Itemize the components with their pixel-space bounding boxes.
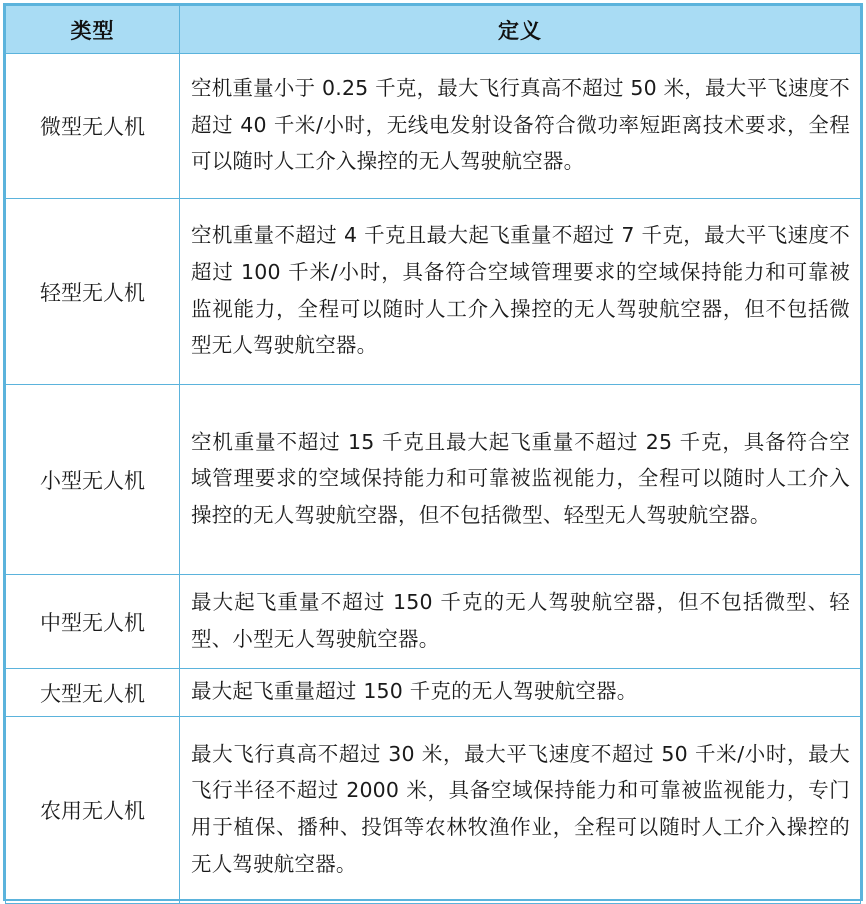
row-type-large: 大型无人机	[6, 669, 180, 717]
header-type: 类型	[6, 6, 180, 54]
row-definition-medium: 最大起飞重量不超过 150 千克的无人驾驶航空器，但不包括微型、轻型、小型无人驾驶航空器。	[180, 575, 861, 669]
uav-classification-table	[3, 3, 863, 901]
header-definition: 定义	[180, 6, 861, 54]
header-row	[6, 6, 861, 54]
row-type-agricultural: 农用无人机	[6, 717, 180, 904]
table-row	[6, 54, 861, 199]
table	[5, 5, 861, 904]
table-row	[6, 199, 861, 385]
table-row	[6, 385, 861, 575]
row-type-medium: 中型无人机	[6, 575, 180, 669]
table-row	[6, 717, 861, 904]
row-type-micro: 微型无人机	[6, 54, 180, 199]
row-definition-light: 空机重量不超过 4 千克且最大起飞重量不超过 7 千克，最大平飞速度不超过 100 千米/小时，具备符合空域管理要求的空域保持能力和可靠被监视能力，全程可以随时人工介入操控的无人驾驶航空器，但不包括微型无人驾驶航空器。	[180, 199, 861, 385]
row-type-light: 轻型无人机	[6, 199, 180, 385]
row-definition-micro: 空机重量小于 0.25 千克，最大飞行真高不超过 50 米，最大平飞速度不超过 40 千米/小时，无线电发射设备符合微功率短距离技术要求，全程可以随时人工介入操控的无人驾驶航空器。	[180, 54, 861, 199]
row-definition-large: 最大起飞重量超过 150 千克的无人驾驶航空器。	[180, 669, 861, 717]
table-row	[6, 669, 861, 717]
row-definition-agricultural: 最大飞行真高不超过 30 米，最大平飞速度不超过 50 千米/小时，最大飞行半径不超过 2000 米，具备空域保持能力和可靠被监视能力，专门用于植保、播种、投饵等农林牧渔作业，全程可以随时人工介入操控的无人驾驶航空器。	[180, 717, 861, 904]
row-definition-small: 空机重量不超过 15 千克且最大起飞重量不超过 25 千克，具备符合空域管理要求的空域保持能力和可靠被监视能力，全程可以随时人工介入操控的无人驾驶航空器，但不包括微型、轻型无人驾驶航空器。	[180, 385, 861, 575]
table-row	[6, 575, 861, 669]
row-type-small: 小型无人机	[6, 385, 180, 575]
